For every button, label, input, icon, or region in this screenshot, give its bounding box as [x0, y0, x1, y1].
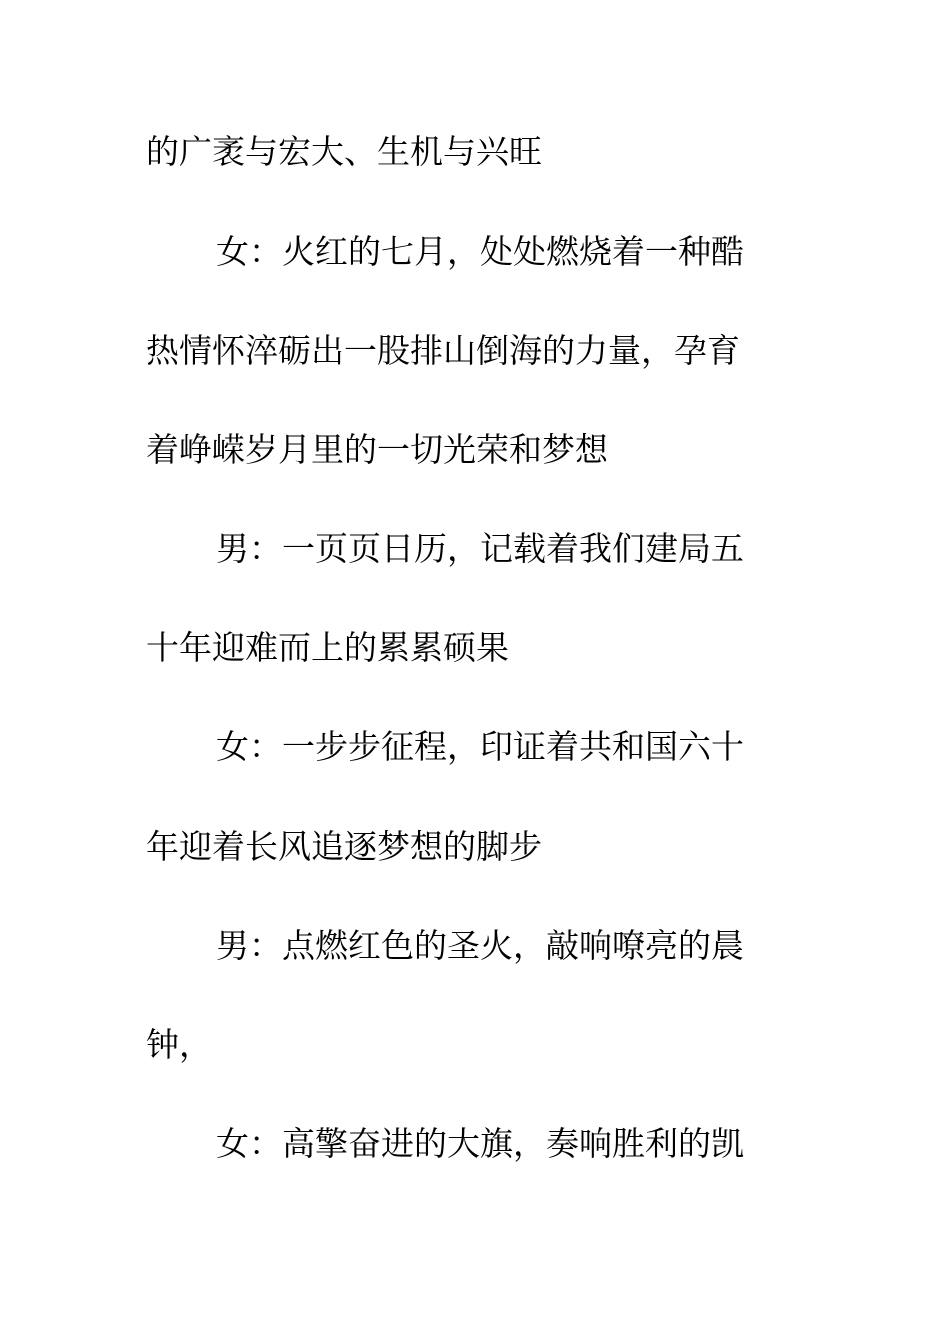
text-line: 男：一页页日历，记载着我们建局五	[216, 529, 744, 568]
text-line: 女：高擎奋进的大旗，奏响胜利的凯	[216, 1124, 744, 1163]
text-line: 男：点燃红色的圣火，敲响嘹亮的晨	[216, 926, 744, 965]
text-line: 着峥嵘岁月里的一切光荣和梦想	[146, 430, 608, 469]
text-line: 的广袤与宏大、生机与兴旺	[146, 132, 542, 171]
text-line: 女：火红的七月，处处燃烧着一种酷	[216, 232, 744, 271]
text-line: 女：一步步征程，印证着共和国六十	[216, 727, 744, 766]
text-line: 十年迎难而上的累累硕果	[146, 628, 509, 667]
text-line: 热情怀淬砺出一股排山倒海的力量，孕育	[146, 331, 740, 370]
text-line: 钟，	[146, 1025, 212, 1064]
text-line: 年迎着长风追逐梦想的脚步	[146, 827, 542, 866]
